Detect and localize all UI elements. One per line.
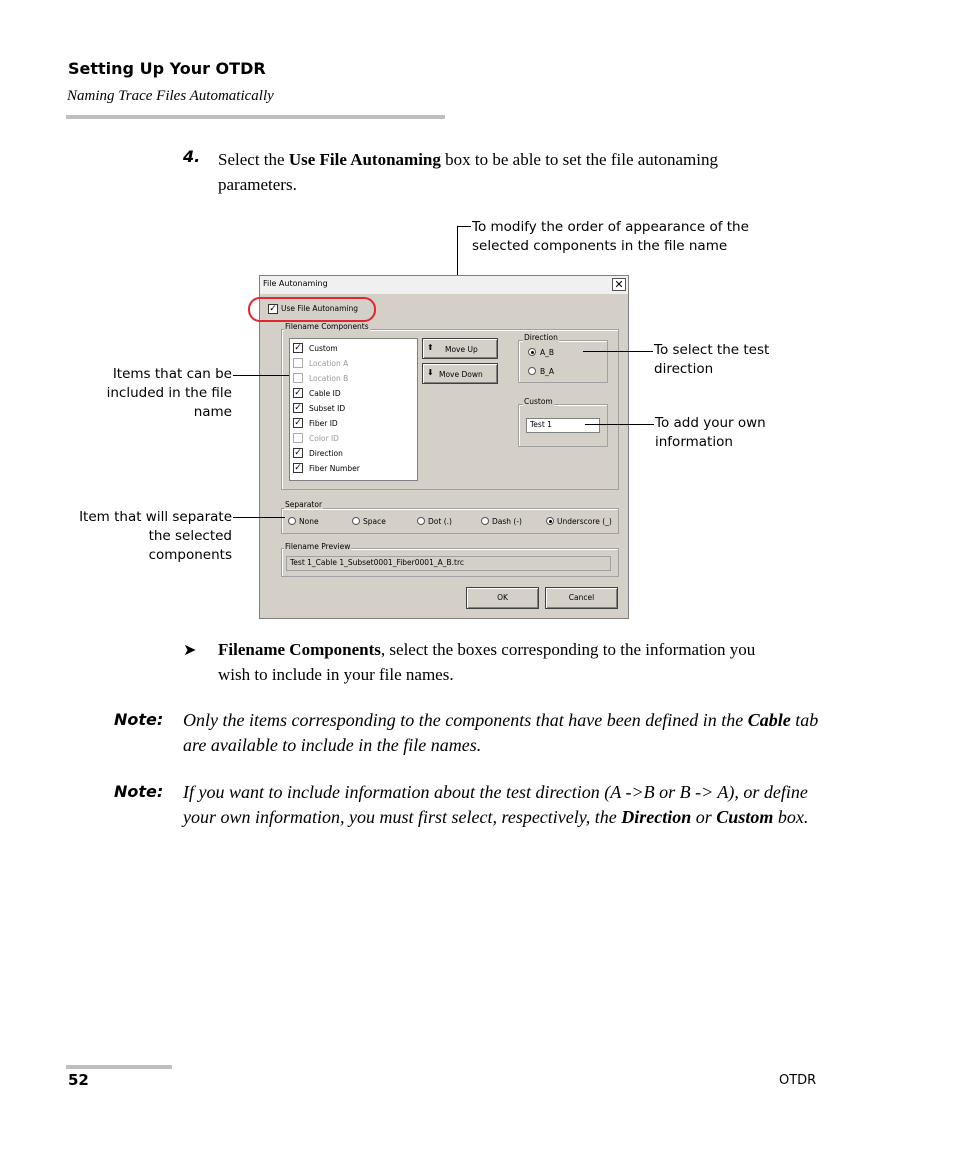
checkbox-color-id xyxy=(293,433,303,443)
radio-separator-underscore[interactable] xyxy=(546,517,554,525)
list-item: Location B xyxy=(309,374,349,383)
radio-label: Dot (.) xyxy=(428,517,452,526)
use-autonaming-label: Use File Autonaming xyxy=(281,304,358,313)
list-item[interactable]: Cable ID xyxy=(309,389,341,398)
radio-separator-none[interactable] xyxy=(288,517,296,525)
close-icon[interactable]: ✕ xyxy=(612,278,626,291)
radio-label: A_B xyxy=(540,348,555,357)
header-rule xyxy=(66,115,445,119)
page-number: 52 xyxy=(68,1071,89,1089)
components-group-label: Filename Components xyxy=(285,322,369,331)
radio-label: Dash (-) xyxy=(492,517,522,526)
bullet-text: Filename Components, select the boxes corresponding to the information you wish to include in your file names. xyxy=(218,640,756,684)
file-autonaming-dialog xyxy=(259,275,629,619)
separator-group-label: Separator xyxy=(285,500,323,509)
move-up-label: Move Up xyxy=(445,345,478,354)
step-text: Select the Use File Autonaming box to be able to set the file autonaming parameters. xyxy=(218,150,718,194)
footer-rule xyxy=(66,1065,172,1069)
custom-input[interactable]: Test 1 xyxy=(526,418,600,433)
section-subtitle: Naming Trace Files Automatically xyxy=(67,88,274,104)
checkbox-location-a xyxy=(293,358,303,368)
note-text: Only the items corresponding to the components that have been defined in the Cable tab are available to include in the file names. xyxy=(183,710,819,755)
arrow-down-icon: ⬇ xyxy=(427,368,434,377)
callout-line xyxy=(583,351,653,352)
components-list[interactable] xyxy=(289,338,418,481)
checkbox-fiber-number[interactable]: ✓ xyxy=(294,463,302,473)
preview-group-label: Filename Preview xyxy=(285,542,351,551)
checkbox-direction[interactable]: ✓ xyxy=(294,448,302,458)
arrow-up-icon: ⬆ xyxy=(427,343,434,352)
cancel-button[interactable]: Cancel xyxy=(545,587,618,609)
custom-group-label: Custom xyxy=(524,397,553,406)
bullet-bold: Filename Components xyxy=(218,640,381,659)
dialog-title: File Autonaming xyxy=(263,279,328,288)
move-down-label: Move Down xyxy=(439,370,483,379)
list-item[interactable]: Fiber ID xyxy=(309,419,338,428)
radio-label: Underscore (_) xyxy=(557,517,612,526)
radio-label: None xyxy=(299,517,319,526)
callout-custom: To add your own information xyxy=(655,415,766,450)
callout-separator: Item that will separate the selected components xyxy=(79,509,232,563)
checkbox-location-b xyxy=(293,373,303,383)
callout-line xyxy=(585,424,654,425)
move-up-button[interactable] xyxy=(422,338,498,359)
list-item[interactable]: Fiber Number xyxy=(309,464,360,473)
callout-direction: To select the test direction xyxy=(654,342,770,377)
radio-direction-ab[interactable] xyxy=(528,348,536,356)
callout-line xyxy=(233,517,285,518)
use-autonaming-checkbox[interactable]: ✓ xyxy=(269,304,277,314)
bullet-arrow-icon: ➤ xyxy=(183,640,197,659)
radio-separator-dot[interactable] xyxy=(417,517,425,525)
list-item: Location A xyxy=(309,359,349,368)
move-down-button[interactable] xyxy=(422,363,498,384)
direction-group-label: Direction xyxy=(524,333,558,342)
note-label: Note: xyxy=(114,710,164,729)
note-label: Note: xyxy=(114,782,164,801)
list-item: Color ID xyxy=(309,434,339,443)
checkbox-custom[interactable]: ✓ xyxy=(294,343,302,353)
list-item[interactable]: Custom xyxy=(309,344,338,353)
section-title: Setting Up Your OTDR xyxy=(68,59,266,78)
preview-field: Test 1_Cable 1_Subset0001_Fiber0001_A_B.trc xyxy=(286,556,611,571)
footer-product: OTDR xyxy=(779,1073,817,1088)
highlight-ellipse xyxy=(248,297,376,322)
checkbox-cable-id[interactable]: ✓ xyxy=(294,388,302,398)
radio-label: B_A xyxy=(540,367,555,376)
radio-separator-space[interactable] xyxy=(352,517,360,525)
step-bold: Use File Autonaming xyxy=(288,150,441,169)
list-item[interactable]: Subset ID xyxy=(309,404,346,413)
dialog-titlebar xyxy=(260,276,628,294)
list-item[interactable]: Direction xyxy=(309,449,343,458)
checkbox-subset-id[interactable]: ✓ xyxy=(294,403,302,413)
callout-line xyxy=(457,226,471,227)
step-number: 4. xyxy=(183,147,201,166)
radio-label: Space xyxy=(363,517,386,526)
radio-separator-dash[interactable] xyxy=(481,517,489,525)
ok-button[interactable]: OK xyxy=(466,587,539,609)
note-text: If you want to include information about the test direction (A ->B or B -> A), or define your own information, you must first select, respectively, the Direction or Custom box. xyxy=(183,782,809,827)
direction-group xyxy=(518,340,608,383)
callout-items: Items that can be included in the file name xyxy=(106,366,232,420)
radio-direction-ba[interactable] xyxy=(528,367,536,375)
callout-line xyxy=(233,375,289,376)
callout-order: To modify the order of appearance of the selected components in the file name xyxy=(472,219,749,254)
checkbox-fiber-id[interactable]: ✓ xyxy=(294,418,302,428)
